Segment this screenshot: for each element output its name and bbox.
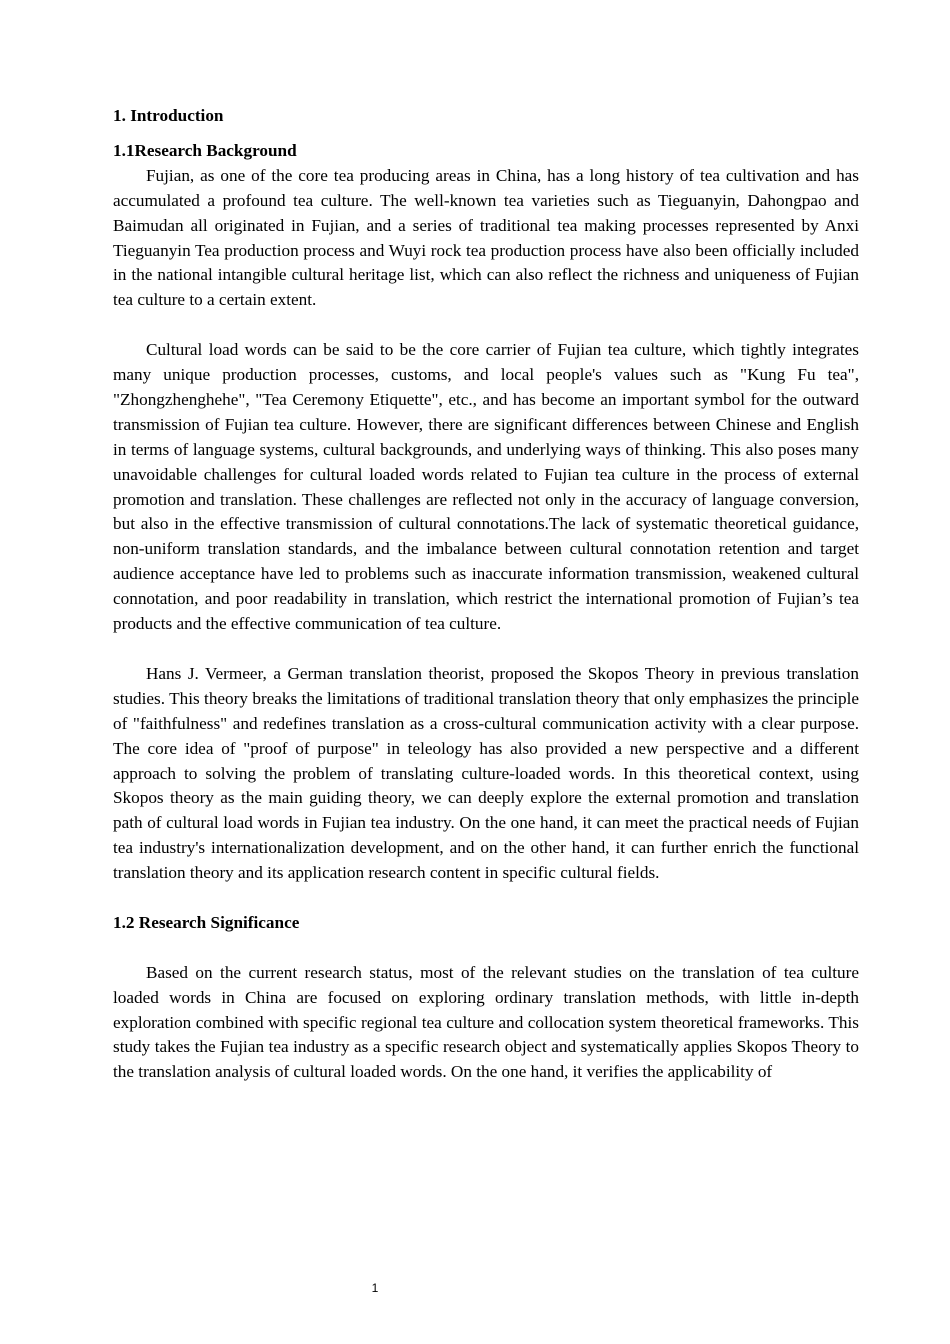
- document-page: [113, 104, 859, 1085]
- subsection-title-research-significance: 1.2 Research Significance: [113, 912, 300, 932]
- page-number: 1: [371, 1281, 379, 1295]
- paragraph-research-status: Based on the current research status, most of the relevant studies on the translation of tea culture loaded words in China are focused on exploring ordinary translation methods, with little in-depth exploration combined with specific regional tea culture and collocation system theoretical frameworks. This study takes the Fujian tea industry as a specific research object and systematically applies Skopos Theory to the translation analysis of cultural loaded words. On the one hand, it verifies the applicability of: [113, 962, 859, 1082]
- subsection-title-research-background: 1.1Research Background: [113, 140, 297, 160]
- paragraph-skopos-theory: Hans J. Vermeer, a German translation theorist, proposed the Skopos Theory in previous translation studies. This theory breaks the limitations of traditional translation theory that only emphasizes the principle of "faithfulness" and redefines translation as a cross-cultural communication activity with a clear purpose. The core idea of "proof of purpose" in teleology has also provided a new perspective and a different approach to solving the problem of translating culture-loaded words. In this theoretical context, using Skopos theory as the main guiding theory, we can deeply explore the external promotion and translation path of cultural load words in Fujian tea industry. On the one hand, it can meet the practical needs of Fujian tea industry's internationalization development, and on the other hand, it can further enrich the functional translation theory and its application research content in specific cultural fields.: [113, 663, 859, 883]
- paragraph-cultural-load-words: Cultural load words can be said to be the core carrier of Fujian tea culture, which tightly integrates many unique production processes, customs, and local people's values such as "Kung Fu tea", "Zhongzhenghehe", "Tea Ceremony Etiquette", etc., and has become an important symbol for the outward transmission of Fujian tea culture. However, there are significant differences between Chinese and English in terms of language systems, cultural backgrounds, and underlying ways of thinking. This also poses many unavoidable challenges for cultural loaded words related to Fujian tea culture in the process of external promotion and translation. These challenges are reflected not only in the accuracy of language conversion, but also in the effective transmission of cultural connotations.The lack of systematic theoretical guidance, non-uniform translation standards, and the imbalance between cultural connotation retention and target audience acceptance have led to problems such as inaccurate information transmission, weakened cultural connotation, and poor readability in translation, which restrict the international promotion of Fujian’s tea products and the effective communication of tea culture.: [113, 340, 859, 634]
- section-title: 1. Introduction: [113, 106, 224, 125]
- paragraph-fujian-tea-history: Fujian, as one of the core tea producing areas in China, has a long history of tea cultivation and has accumulated a profound tea culture. The well-known tea varieties such as Tieguanyin, Dahongpao and Baimudan all originated in Fujian, and a series of traditional tea making processes represented by Anxi Tieguanyin Tea production process and Wuyi rock tea production process have also been officially included in the national intangible cultural heritage list, which can also reflect the richness and uniqueness of Fujian tea culture to a certain extent.: [113, 165, 859, 310]
